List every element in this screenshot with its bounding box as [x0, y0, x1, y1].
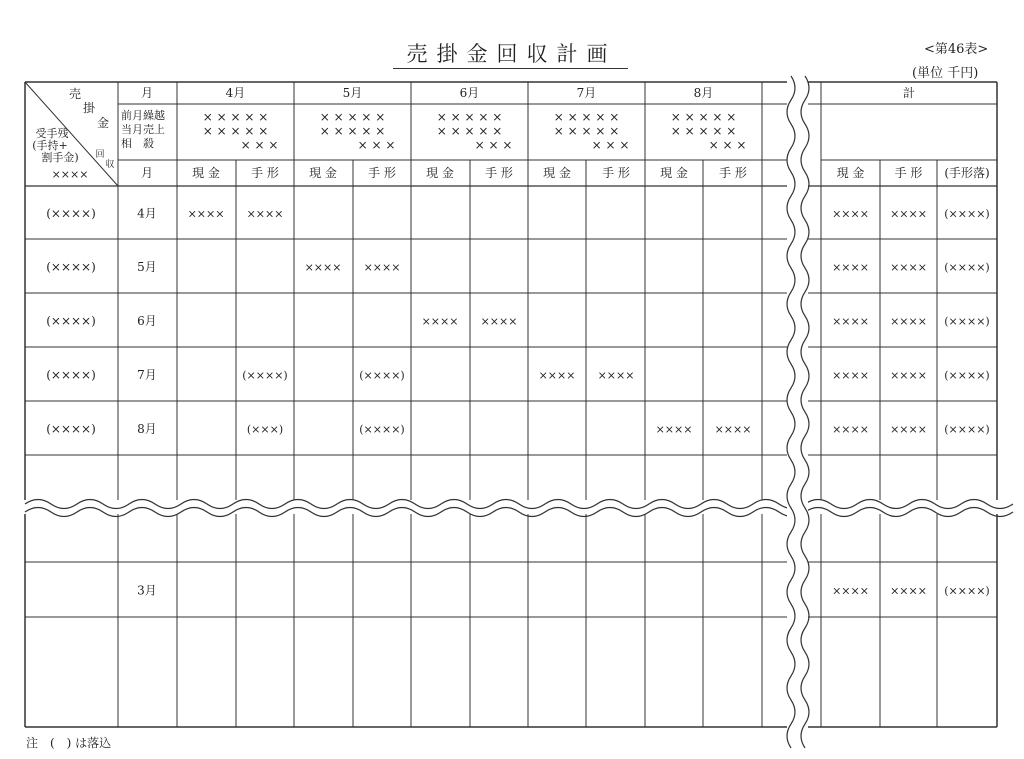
total-sub-header: (手形落): [944, 166, 990, 180]
notes-balance: (××××): [46, 314, 96, 328]
footnote: 注 ( ) は落込: [26, 736, 112, 750]
collection-amount: ××××: [480, 315, 518, 328]
notes-balance: (××××): [46, 422, 96, 436]
row-total: ××××: [832, 369, 869, 382]
row-total: ××××: [890, 584, 927, 598]
row-month: 4月: [137, 206, 157, 221]
cash-header: 現 金: [192, 166, 220, 180]
balance-marks: × × × × ×: [202, 110, 269, 124]
balance-marks: × × × × ×: [319, 110, 386, 124]
row-total: (××××): [944, 584, 990, 598]
collection-amount: (××××): [359, 423, 405, 436]
collection-amount: ××××: [714, 423, 752, 436]
row-month: 3月: [137, 583, 157, 598]
balance-marks: × × × × ×: [553, 110, 620, 124]
bill-header: 手 形: [602, 166, 630, 180]
month-header: 6月: [459, 86, 480, 100]
corner-label-sales: 金: [96, 116, 110, 130]
cash-header: 現 金: [426, 166, 454, 180]
row-total: (××××): [944, 423, 990, 436]
balance-marks: × × × × ×: [436, 124, 503, 138]
cash-header: 現 金: [660, 166, 688, 180]
row-total: (××××): [944, 261, 990, 274]
bill-header: 手 形: [368, 166, 396, 180]
row-total: ××××: [832, 261, 869, 274]
row-total: ××××: [890, 207, 927, 221]
row-header-label: 相 殺: [121, 137, 154, 150]
balance-marks: × × ×: [357, 138, 396, 152]
row-total: ××××: [890, 315, 927, 328]
cash-header: 現 金: [309, 166, 337, 180]
row-total: ××××: [832, 423, 869, 436]
balance-marks: × × × × ×: [553, 124, 620, 138]
month-header: 8月: [693, 86, 714, 100]
total-sub-header: 現 金: [836, 166, 865, 180]
row-month: 5月: [137, 260, 157, 274]
table-reference: <第46表>: [924, 42, 989, 57]
corner-label-notes: ××××: [51, 168, 89, 181]
row-total: (××××): [944, 369, 990, 382]
corner-label-collection: 回: [95, 150, 105, 160]
balance-marks: × × ×: [591, 138, 630, 152]
row-total: ××××: [832, 584, 869, 598]
notes-balance: (××××): [46, 260, 96, 274]
collection-amount: (××××): [242, 369, 288, 382]
row-month: 6月: [137, 314, 157, 328]
row-total: (××××): [944, 315, 990, 328]
month-header: 5月: [342, 86, 363, 100]
balance-marks: × × × × ×: [670, 124, 737, 138]
collection-amount: ××××: [246, 207, 284, 221]
collection-amount: ××××: [597, 369, 635, 382]
balance-marks: × × × × ×: [202, 124, 269, 138]
collection-amount: ××××: [655, 423, 693, 436]
collection-amount: ××××: [538, 369, 576, 382]
balance-marks: × × ×: [474, 138, 513, 152]
corner-label-sales: 掛: [82, 101, 96, 115]
row-total: ××××: [832, 315, 869, 328]
row-total: ××××: [890, 261, 927, 274]
collection-amount: ××××: [304, 261, 342, 274]
month-header: 7月: [576, 86, 597, 100]
balance-marks: × × ×: [240, 138, 279, 152]
bill-header: 手 形: [485, 166, 513, 180]
bill-header: 手 形: [251, 166, 279, 180]
corner-label-notes: 受手残: [35, 127, 69, 140]
row-total: ××××: [890, 369, 927, 382]
collection-amount: ××××: [421, 315, 459, 328]
page-title: 売掛金回収計画: [406, 42, 617, 66]
balance-marks: × × ×: [708, 138, 747, 152]
collection-amount: ××××: [363, 261, 401, 274]
cash-header: 現 金: [543, 166, 571, 180]
row-total: (××××): [944, 207, 990, 221]
total-header: 計: [902, 86, 916, 100]
collection-amount: (×××): [246, 423, 284, 436]
balance-marks: × × × × ×: [436, 110, 503, 124]
unit-label: (単位 千円): [912, 66, 979, 81]
corner-label-notes: (手持+: [32, 139, 68, 152]
corner-label-notes: 割手金): [41, 151, 79, 164]
bill-header: 手 形: [719, 166, 747, 180]
row-month: 8月: [137, 422, 157, 436]
collection-amount: ××××: [187, 207, 225, 221]
row-total: ××××: [890, 423, 927, 436]
balance-marks: × × × × ×: [670, 110, 737, 124]
month-header: 4月: [225, 86, 246, 100]
row-month: 7月: [137, 368, 157, 382]
corner-label-sales: 売: [68, 87, 82, 101]
row-header-label: 前月繰越: [121, 109, 165, 122]
total-sub-header: 手 形: [894, 166, 923, 180]
notes-balance: (××××): [46, 368, 96, 382]
month-column-label: 月: [140, 86, 154, 100]
month-column-label: 月: [140, 166, 154, 180]
row-total: ××××: [832, 207, 869, 221]
corner-label-collection: 収: [105, 160, 115, 170]
vertical-wave-gap: [787, 80, 808, 729]
notes-balance: (××××): [46, 206, 96, 221]
row-header-label: 当月売上: [121, 123, 165, 136]
balance-marks: × × × × ×: [319, 124, 386, 138]
collection-amount: (××××): [359, 369, 405, 382]
